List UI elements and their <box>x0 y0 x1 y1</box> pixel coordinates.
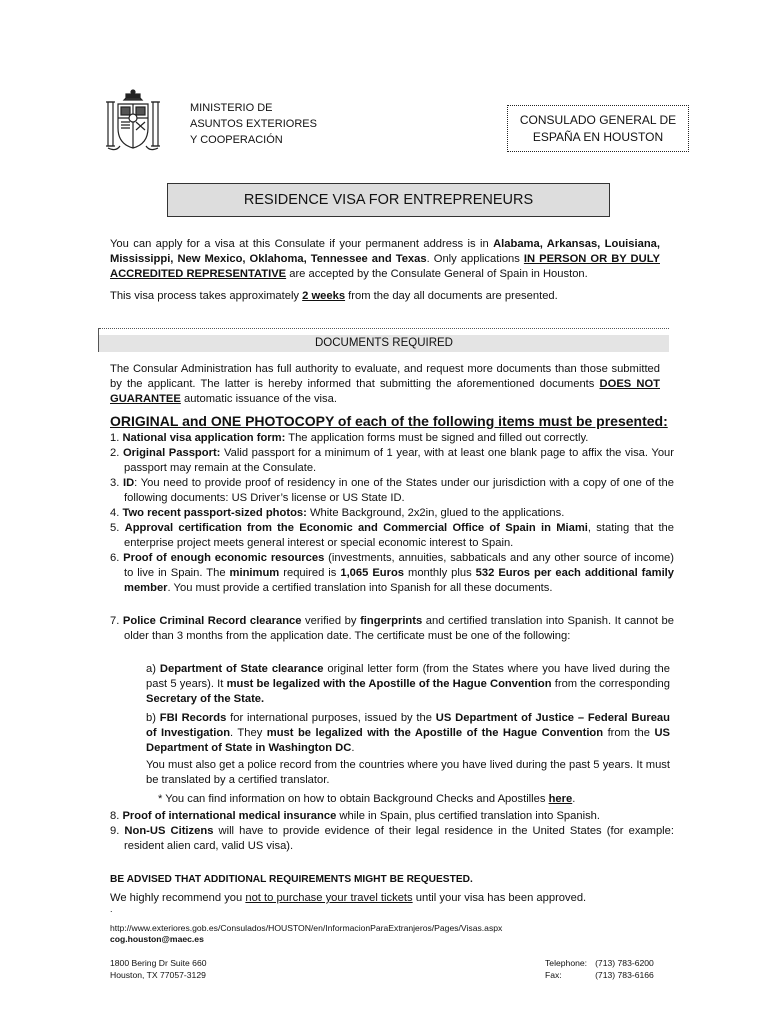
list-item: 5. Approval certification from the Economic and Commercial Office of Spain in Miami, stating that the enterprise project meets general interest or special economic interest to Spain. <box>110 522 675 549</box>
ticket-recommendation: We highly recommend you not to purchase your travel tickets until your visa has been approved. <box>110 892 587 904</box>
in-person-requirement: IN PERSON OR BY DULY ACCREDITED REPRESENTATIVE <box>110 253 660 280</box>
intro-text: . Only applications <box>426 253 524 265</box>
advisory-notice: BE ADVISED THAT ADDITIONAL REQUIREMENTS MIGHT BE REQUESTED. <box>110 874 473 885</box>
processing-text: This visa process takes approximately <box>110 290 303 302</box>
separator-dot: . <box>110 904 113 914</box>
ministry-line: Y COOPERACIÓN <box>190 134 283 146</box>
here-link[interactable]: here <box>548 793 573 805</box>
consulate-box <box>507 105 689 152</box>
ministry-name <box>190 100 317 148</box>
consulate-url-link[interactable]: http://www.exteriores.gob.es/Consulados/HOUSTON/en/InformacionParaExtranjeros/Pages/Visas.aspx <box>110 923 503 933</box>
consulate-line: ESPAÑA EN HOUSTON <box>532 130 664 144</box>
consular-notice <box>110 362 660 407</box>
list-item: 3. ID: You need to provide proof of residency in one of the States under our jurisdiction with a copy of one of the following documents: US Driver’s license or US State ID. <box>110 477 674 504</box>
page-title: RESIDENCE VISA FOR ENTREPRENEURS <box>167 183 610 217</box>
documents-required-label: DOCUMENTS REQUIRED <box>314 337 453 349</box>
intro-text: You can apply for a visa at this Consulate if your permanent address is in <box>110 238 494 250</box>
list-item: 1. National visa application form: The application forms must be signed and filled out correctly. <box>110 432 589 444</box>
no-guarantee: DOES NOT GUARANTEE <box>110 378 660 405</box>
list-item: 4. Two recent passport-sized photos: White Background, 2x2in, glued to the applications. <box>110 507 565 519</box>
intro-text: are accepted by the Consulate General of Spain in Houston. <box>286 268 588 280</box>
ministry-line: MINISTERIO DE <box>190 102 273 114</box>
list-subitem: b) FBI Records for international purposes, issued by the US Department of Justice – Federal Bureau of Investigation. They must be legalized with the Apostille of the Hague Convention from the US Department of State in Washington DC. <box>146 712 670 754</box>
list-item: 7. Police Criminal Record clearance verified by fingerprints and certified translation into Spanish. It cannot be older than 3 months from the application date. The certificate must be one of the following: <box>110 615 674 642</box>
list-heading: ORIGINAL and ONE PHOTOCOPY of each of the following items must be presented: <box>110 413 668 429</box>
fax-number: (713) 783-6166 <box>595 970 654 980</box>
consulate-line: CONSULADO GENERAL DE <box>519 113 677 127</box>
processing-weeks: 2 weeks <box>302 290 346 302</box>
consular-text: The Consular Administration has full authority to evaluate, and request more documents than those submitted by the applicant. The latter is hereby informed that submitting the aforementioned documents <box>110 363 660 390</box>
background-check-note: * You can find information on how to obtain Background Checks and Apostilles here. <box>158 793 576 805</box>
address-line: Houston, TX 77057-3129 <box>110 970 206 980</box>
ministry-line: ASUNTOS EXTERIORES <box>190 118 317 130</box>
list-item: 9. Non-US Citizens will have to provide evidence of their legal residence in the United States (for example: resident alien card, valid US visa). <box>110 825 674 852</box>
processing-text: from the day all documents are presented. <box>345 290 558 302</box>
consulate-email-link[interactable]: cog.houston@maec.es <box>110 934 204 944</box>
processing-time <box>110 289 660 304</box>
coat-of-arms-icon <box>104 88 162 154</box>
documents-required-bar <box>98 328 669 352</box>
contact-numbers <box>545 957 662 981</box>
address-line: 1800 Bering Dr Suite 660 <box>110 958 207 968</box>
list-item: 2. Original Passport: Valid passport for a minimum of 1 year, with at least one blank page to affix the visa. Your passport may remain at the Consulate. <box>110 447 674 474</box>
consular-text: automatic issuance of the visa. <box>180 393 337 405</box>
list-item: 6. Proof of enough economic resources (investments, annuities, sabbaticals and any other source of income) to live in Spain. The minimum required is 1,065 Euros monthly plus 532 Euros per each additional family member. You must provide a certified translation into Spanish for all these documents. <box>110 552 675 594</box>
list-subitem: a) Department of State clearance original letter form (from the States where you have lived during the past 5 years). It must be legalized with the Apostille of the Hague Convention from the corresponding Secretary of the State. <box>146 663 670 705</box>
telephone-label: Telephone: <box>545 958 588 968</box>
list-item: 8. Proof of international medical insurance while in Spain, plus certified translation into Spanish. <box>110 810 600 822</box>
intro-paragraph <box>110 237 660 282</box>
jurisdiction-states: Alabama, Arkansas, Louisiana, Mississippi, New Mexico, Oklahoma, Tennessee and Texas <box>110 238 660 265</box>
fax-label: Fax: <box>545 970 562 980</box>
consulate-address <box>110 957 207 981</box>
telephone-number: (713) 783-6200 <box>595 958 654 968</box>
list-subitem: You must also get a police record from the countries where you have lived during the past 5 years. It must be translated by a certified translator. <box>146 759 670 786</box>
